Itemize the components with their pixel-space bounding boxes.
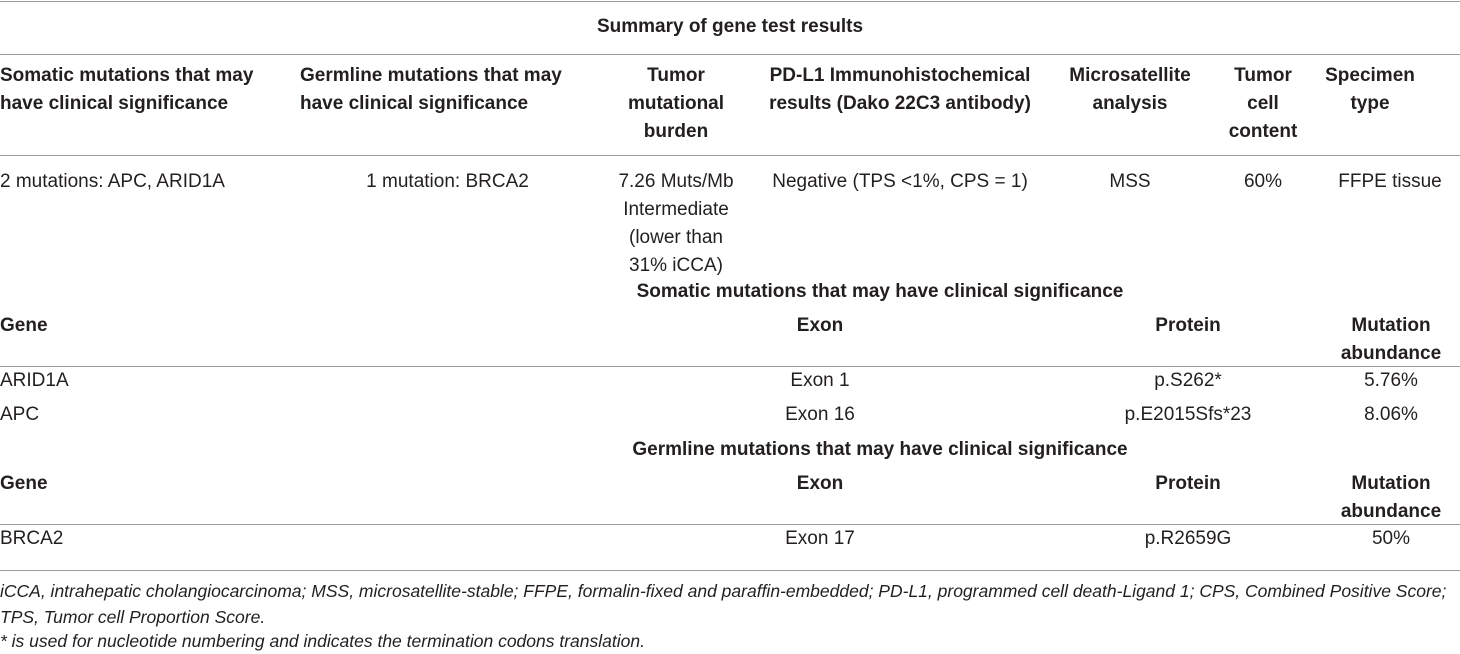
- summary-tumor-cell: 60%: [1243, 171, 1283, 192]
- germline-section-title: Germline mutations that may have clinical significance: [632, 439, 1128, 460]
- summary-tmb: 7.26 Muts/Mb Intermediate (lower than 31% iCCA): [618, 171, 734, 276]
- header-somatic: Somatic mutations that may have clinical significance: [0, 65, 254, 114]
- summary-germline: 1 mutation: BRCA2: [366, 171, 529, 192]
- somatic-row-2-exon: Exon 16: [785, 404, 855, 425]
- header-tumor-cell: Tumor cell content: [1228, 65, 1298, 142]
- summary-somatic: 2 mutations: APC, ARID1A: [0, 171, 225, 192]
- asterisk-footnote: * is used for nucleotide numbering and indicates the termination codons translation.: [0, 631, 645, 651]
- header-specimen: Specimen type: [1325, 65, 1415, 114]
- somatic-row-1-protein: p.S262*: [1154, 370, 1222, 391]
- somatic-row-2-abundance: 8.06%: [1364, 404, 1418, 425]
- header-pdl1: PD-L1 Immunohistochemical results (Dako 22C3 antibody): [769, 65, 1031, 114]
- germline-header-exon: Exon: [796, 473, 844, 494]
- summary-pdl1: Negative (TPS <1%, CPS = 1): [772, 171, 1028, 192]
- germline-row-1-protein: p.R2659G: [1144, 528, 1232, 549]
- abbreviations-footnote: iCCA, intrahepatic cholangiocarcinoma; MSS, microsatellite-stable; FFPE, formalin-fixed and paraffin-embedded; PD-L1, programmed cell death-Ligand 1; CPS, Combined Positive Score; TPS, Tumor cell Proportion Score.: [0, 581, 1447, 627]
- germline-header-gene: Gene: [0, 473, 48, 494]
- somatic-row-2-gene: APC: [0, 404, 40, 425]
- top-rule: [0, 1, 1460, 2]
- title-rule: [0, 54, 1460, 55]
- germline-row-1-gene: BRCA2: [0, 528, 64, 549]
- header-msi: Microsatellite analysis: [1069, 65, 1191, 114]
- somatic-row-2-protein: p.E2015Sfs*23: [1124, 404, 1252, 425]
- header-germline: Germline mutations that may have clinical significance: [300, 65, 562, 114]
- germline-header-protein: Protein: [1155, 473, 1221, 494]
- germline-row-1-exon: Exon 17: [785, 528, 855, 549]
- somatic-section-title: Somatic mutations that may have clinical significance: [636, 281, 1124, 302]
- header-tmb: Tumor mutational burden: [627, 65, 725, 142]
- somatic-header-protein: Protein: [1155, 315, 1221, 336]
- germline-header-abundance: Mutation abundance: [1340, 473, 1442, 522]
- somatic-row-1-gene: ARID1A: [0, 370, 69, 391]
- somatic-header-abundance: Mutation abundance: [1340, 315, 1442, 364]
- somatic-row-1-abundance: 5.76%: [1364, 370, 1418, 391]
- germline-row-1-abundance: 50%: [1371, 528, 1411, 549]
- somatic-header-exon: Exon: [796, 315, 844, 336]
- somatic-header-gene: Gene: [0, 315, 48, 336]
- table-title: Summary of gene test results: [596, 16, 864, 37]
- bottom-rule: [0, 570, 1460, 571]
- summary-specimen: FFPE tissue: [1338, 171, 1442, 192]
- summary-msi: MSS: [1109, 171, 1151, 192]
- summary-header-rule: [0, 155, 1460, 156]
- somatic-row-1-exon: Exon 1: [790, 370, 850, 391]
